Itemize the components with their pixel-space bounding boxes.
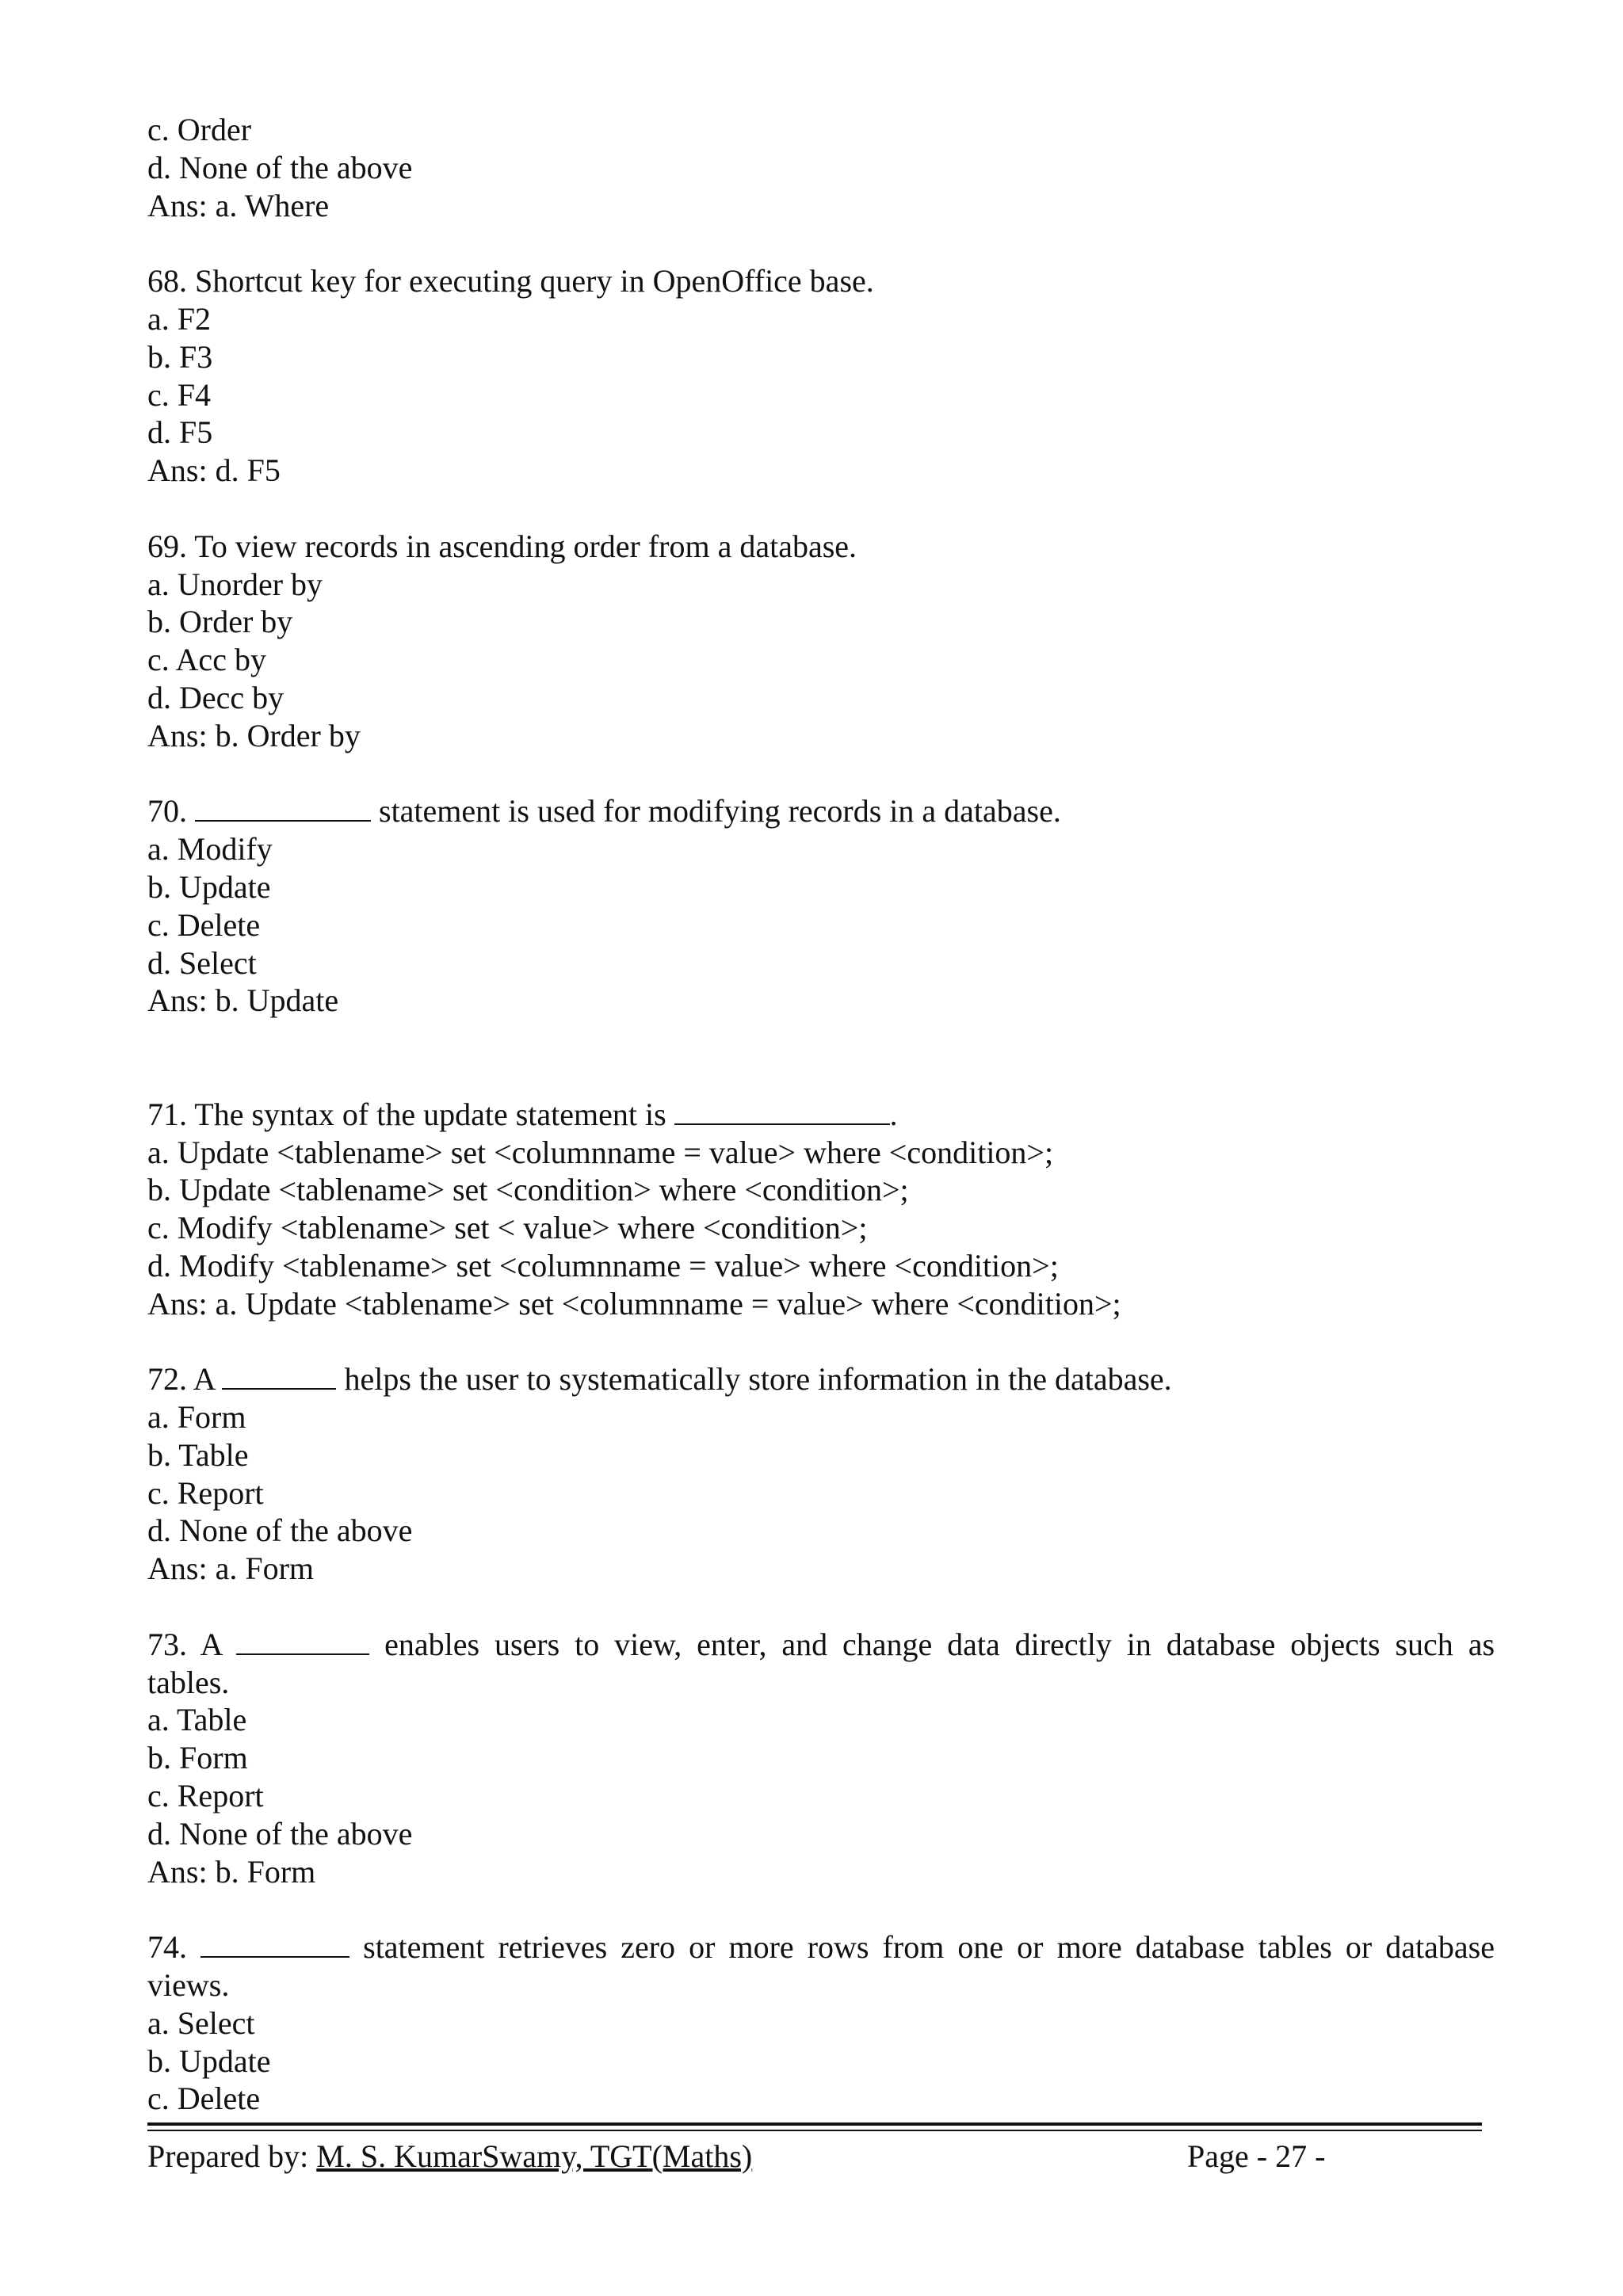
fill-in-blank bbox=[195, 793, 371, 822]
question-72 bbox=[147, 1360, 1495, 1398]
option-line: a. Form bbox=[147, 1399, 246, 1436]
answer-line: Ans: b. Order by bbox=[147, 717, 361, 753]
prepared-by-label: Prepared by: bbox=[147, 2138, 317, 2174]
question-74 bbox=[147, 1928, 1495, 1966]
option-line: d. Decc by bbox=[147, 679, 285, 715]
question-text: 72. A bbox=[147, 1361, 223, 1398]
option-line: c. Delete bbox=[147, 906, 261, 943]
answer-line: Ans: b. Update bbox=[147, 982, 339, 1019]
option-line: a. Unorder by bbox=[147, 566, 323, 602]
option-line: b. Update <tablename> set <condition> where <condition>; bbox=[147, 1172, 909, 1208]
option-line: b. Table bbox=[147, 1436, 249, 1473]
option-line: d. F5 bbox=[147, 414, 213, 451]
option-line: d. None of the above bbox=[147, 1815, 413, 1852]
question-68: 68. Shortcut key for executing query in OpenOffice base. bbox=[147, 263, 874, 299]
option-line: a. Update <tablename> set <columnname = value> where <condition>; bbox=[147, 1134, 1054, 1170]
fill-in-blank bbox=[674, 1097, 890, 1125]
question-text: statement is used for modifying records in a database. bbox=[371, 793, 1061, 830]
option-line: b. Update bbox=[147, 2042, 271, 2079]
question-71 bbox=[147, 1096, 1495, 1134]
option-line: d. Modify <tablename> set <columnname = value> where <condition>; bbox=[147, 1247, 1059, 1283]
option-line: b. Form bbox=[147, 1740, 248, 1776]
question-text: . bbox=[889, 1096, 898, 1132]
page-number: Page - 27 - bbox=[1187, 2138, 1326, 2174]
question-text: helps the user to systematically store information in the database. bbox=[336, 1361, 1172, 1398]
option-line: c. Report bbox=[147, 1778, 264, 1814]
question-content bbox=[147, 111, 1495, 2118]
fill-in-blank bbox=[222, 1361, 336, 1390]
prepared-by bbox=[147, 2138, 752, 2176]
answer-line: Ans: d. F5 bbox=[147, 452, 281, 489]
option-line: d. None of the above bbox=[147, 149, 413, 185]
fill-in-blank bbox=[236, 1627, 369, 1655]
answer-line: Ans: b. Form bbox=[147, 1853, 316, 1890]
option-line: a. F2 bbox=[147, 300, 211, 337]
option-line: c. Order bbox=[147, 112, 252, 147]
option-line: a. Select bbox=[147, 2004, 255, 2041]
option-line: b. Update bbox=[147, 868, 271, 905]
option-line: d. None of the above bbox=[147, 1512, 413, 1549]
fill-in-blank bbox=[200, 1929, 349, 1958]
option-line: a. Table bbox=[147, 1702, 247, 1738]
question-73 bbox=[147, 1626, 1495, 1664]
option-line: c. F4 bbox=[147, 376, 211, 413]
question-69: 69. To view records in ascending order from a database. bbox=[147, 528, 857, 564]
option-line: b. F3 bbox=[147, 338, 213, 375]
footer-rule-thick bbox=[147, 2122, 1482, 2126]
answer-line: Ans: a. Form bbox=[147, 1550, 314, 1587]
question-text: 73. A bbox=[147, 1626, 222, 1662]
question-70 bbox=[147, 792, 1495, 830]
question-text: 70. bbox=[147, 793, 195, 830]
answer-line: Ans: a. Update <tablename> set <columnname = value> where <condition>; bbox=[147, 1285, 1121, 1322]
question-text: 71. The syntax of the update statement is bbox=[147, 1096, 674, 1132]
question-text: statement retrieves zero or more rows from one or more database tables or database bbox=[363, 1929, 1495, 1966]
option-line: c. Modify <tablename> set < value> where <condition>; bbox=[147, 1210, 868, 1246]
answer-line: Ans: a. Where bbox=[147, 187, 330, 223]
option-line: a. Modify bbox=[147, 831, 273, 868]
option-line: b. Order by bbox=[147, 604, 293, 640]
author-name: M. S. KumarSwamy, TGT(Maths) bbox=[316, 2138, 753, 2174]
option-line: c. Acc by bbox=[147, 642, 266, 678]
option-line: d. Select bbox=[147, 944, 257, 981]
question-continuation: tables. bbox=[147, 1664, 230, 1700]
question-text: enables users to view, enter, and change data directly in database objects such as bbox=[384, 1626, 1495, 1662]
question-continuation: views. bbox=[147, 1967, 230, 2004]
footer-rule-thin bbox=[147, 2130, 1482, 2131]
option-line: c. Report bbox=[147, 1474, 264, 1511]
option-line: c. Delete bbox=[147, 2081, 261, 2117]
question-text: 74. bbox=[147, 1929, 187, 1966]
